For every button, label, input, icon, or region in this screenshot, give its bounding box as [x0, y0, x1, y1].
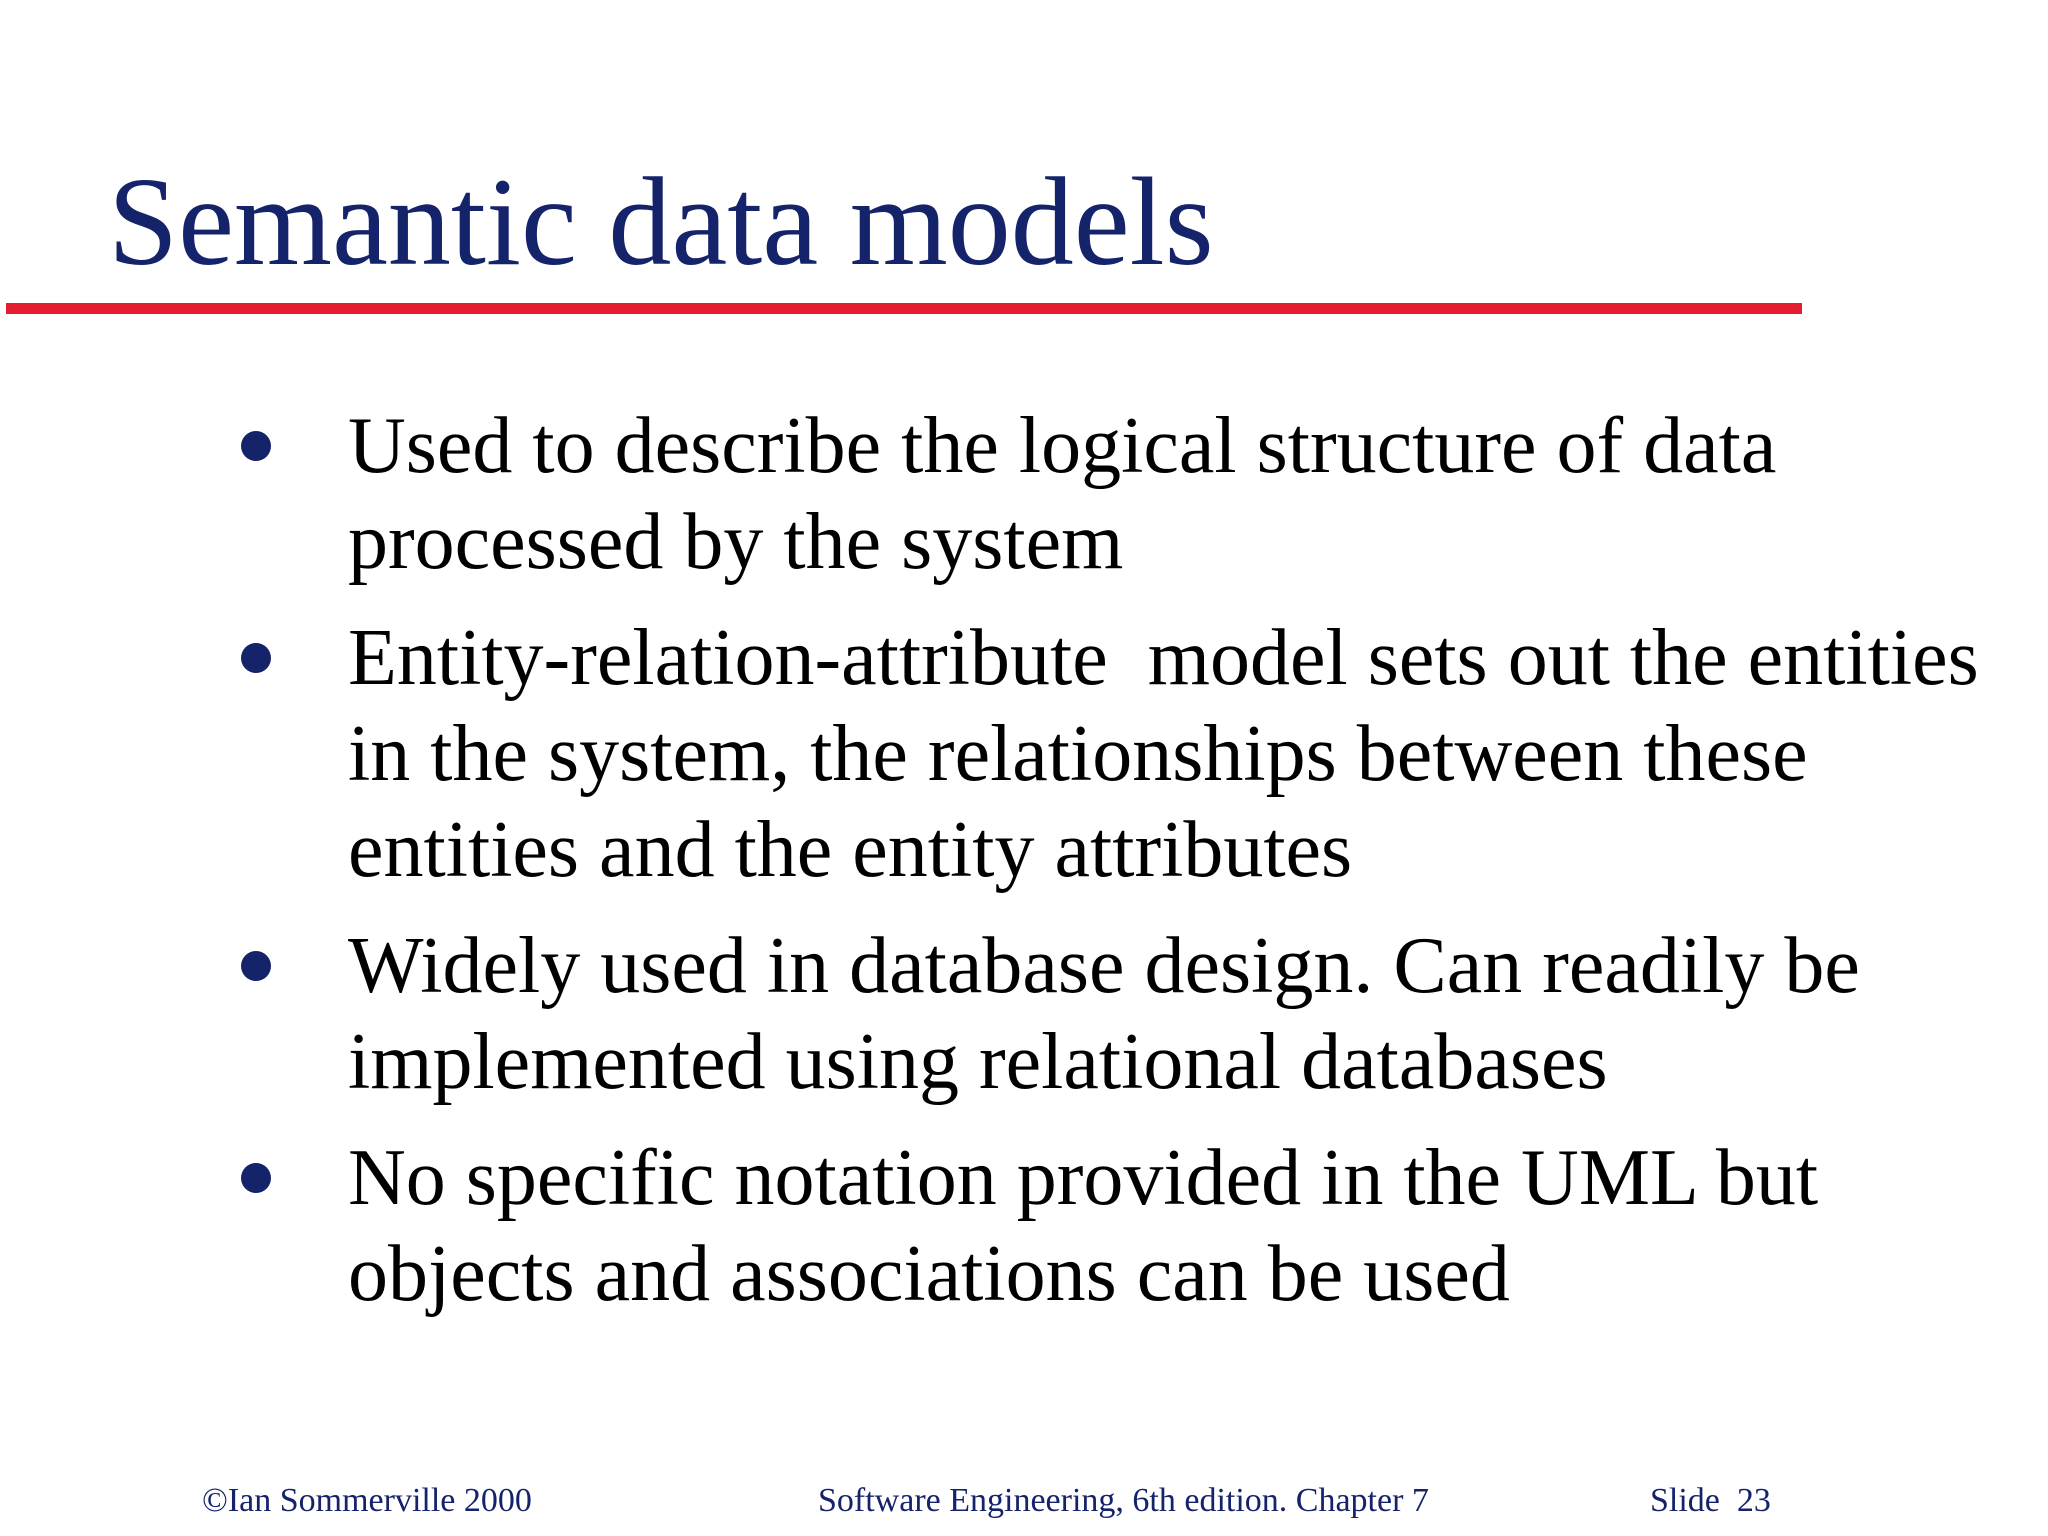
bullet-text: No specific notation provided in the UML but objects and associations can be used: [348, 1134, 1819, 1318]
bullet-list: [0, 398, 2048, 1342]
title-underline: [6, 303, 1802, 314]
bullet-item: [0, 398, 2008, 590]
bullet-item: [0, 610, 2008, 898]
bullet-icon: [241, 643, 271, 673]
bullet-text: Entity-relation-attribute model sets out the entities in the system, the relationships between these entities and the entity attributes: [348, 614, 1979, 894]
bullet-text: Widely used in database design. Can readily be implemented using relational databases: [348, 922, 1860, 1106]
footer-slide-number: Slide 23: [1650, 1482, 1771, 1519]
footer-book-title: Software Engineering, 6th edition. Chapter 7: [818, 1482, 1429, 1519]
bullet-item: [0, 1130, 2008, 1322]
bullet-text: Used to describe the logical structure of data processed by the system: [348, 402, 1777, 586]
bullet-icon: [241, 1163, 271, 1193]
slide-title: Semantic data models: [108, 153, 1214, 292]
bullet-item: [0, 918, 2008, 1110]
footer-copyright: ©Ian Sommerville 2000: [202, 1482, 532, 1519]
bullet-icon: [241, 951, 271, 981]
bullet-icon: [241, 431, 271, 461]
